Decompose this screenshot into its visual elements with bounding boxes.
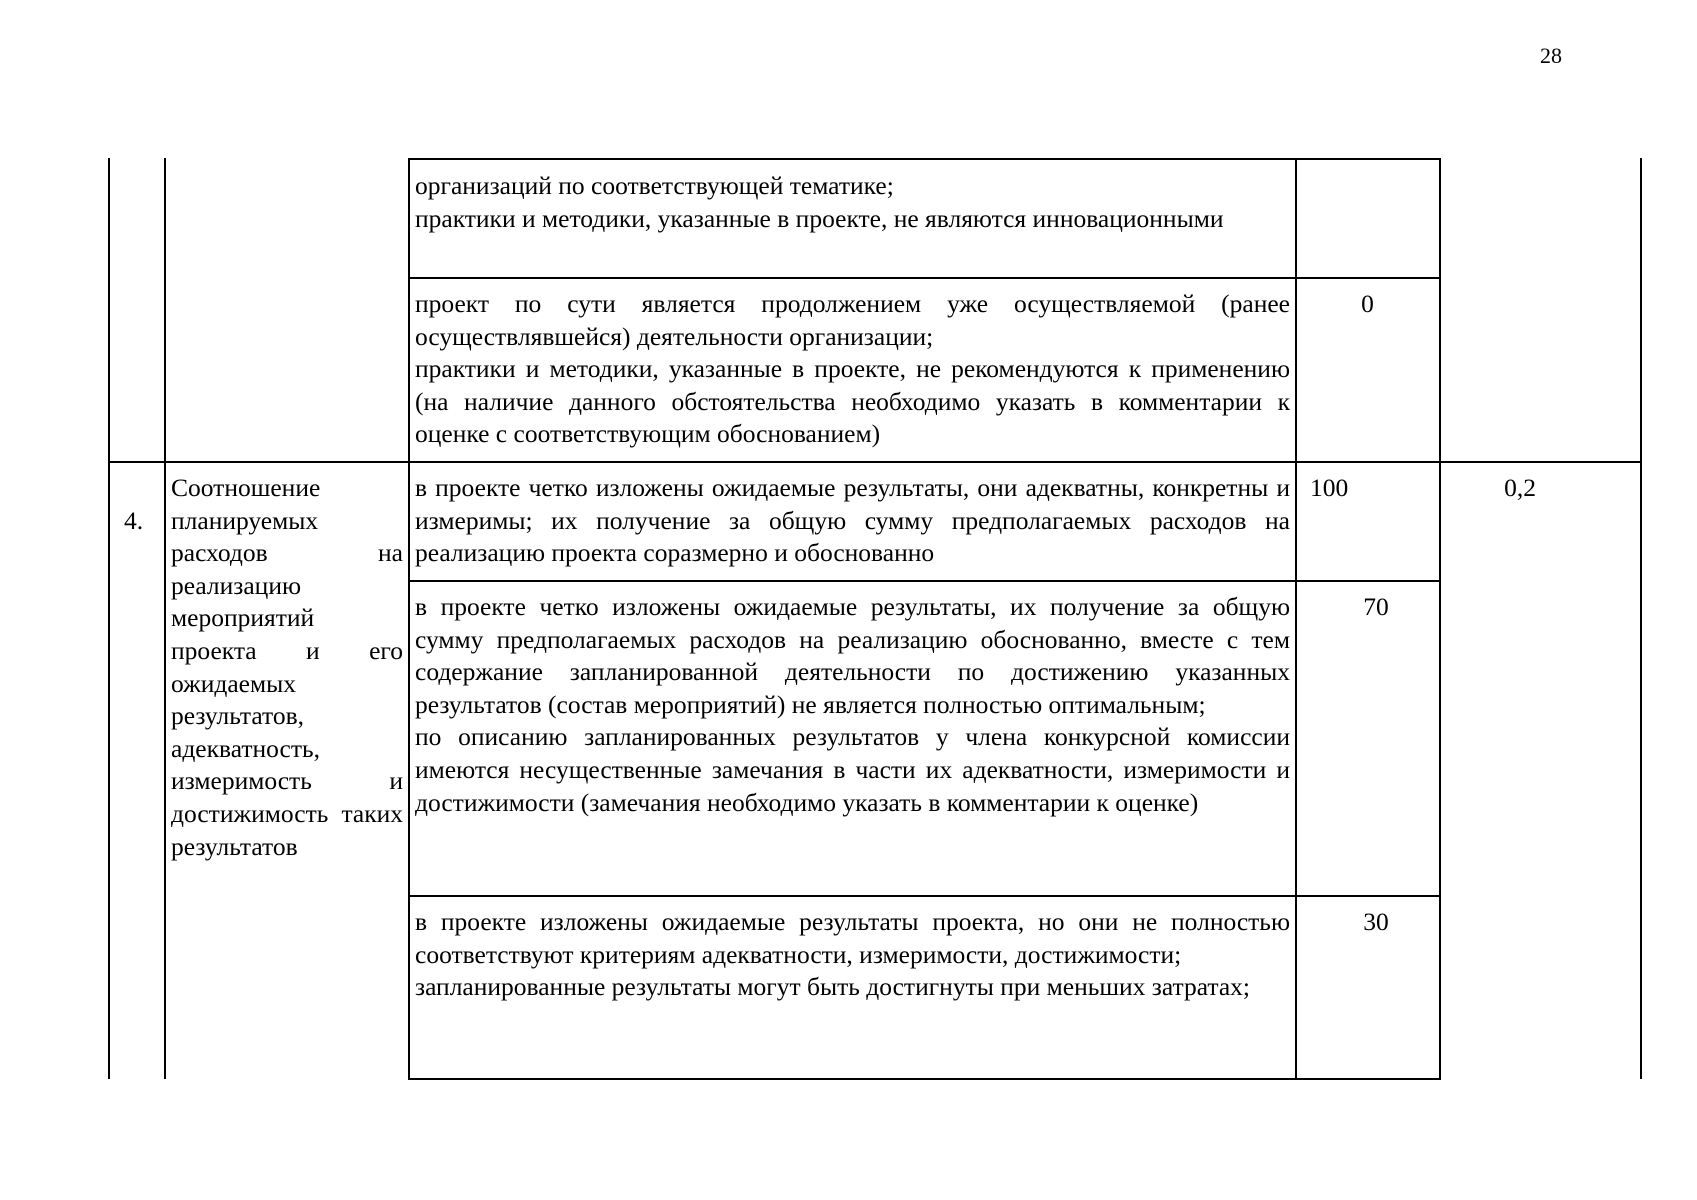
col-divider-description-left [408, 158, 410, 1079]
description-line: практики и методики, указанные в проекте, не являются инновационными [415, 203, 1224, 233]
description-line: по описанию запланированных результатов у члена конкурсной комиссии имеются несущественные замечания в части их адекватности, измеримости и достижимости (замечания необходимо указать в комментарии к оценке) [415, 722, 1290, 817]
description-line: в проекте изложены ожидаемые результаты проекта, но они не полностью соответствуют критериям адекватности, измеримости, достижимости; [415, 907, 1290, 969]
row-divider [408, 895, 1441, 897]
table-border-left [108, 158, 110, 1079]
description-cell [415, 170, 1290, 235]
row-bottom-border [408, 1078, 1441, 1080]
row-divider [408, 580, 1441, 582]
description-line: практики и методики, указанные в проекте, не рекомендуются к применению (на наличие данного обстоятельства необходимо указать в комментарии к оценке с соответствующим обоснованием) [415, 354, 1290, 449]
weight-cell: 0,2 [1504, 473, 1536, 502]
description-line: в проекте четко изложены ожидаемые результаты, их получение за общую сумму предполагаемых расходов на реализацию обоснованно, вместе с тем содержание запланированной деятельности по достижению указанных результатов (состав мероприятий) не является полностью оптимальным; [415, 592, 1290, 719]
score-cell: 30 [1363, 907, 1389, 936]
score-cell: 100 [1310, 473, 1349, 502]
score-cell: 0 [1361, 289, 1374, 318]
description-line: запланированные результаты могут быть достигнуты при меньших затратах; [415, 972, 1250, 1002]
description-cell [415, 906, 1290, 1004]
col-divider-number [164, 158, 166, 1079]
description-cell [415, 288, 1290, 451]
row-divider-criterion [108, 461, 1642, 463]
description-line: в проекте четко изложены ожидаемые результаты, они адекватны, конкретны и измеримы; их получение за общую сумму предполагаемых расходов на реализацию проекта соразмерно и обоснованно [415, 473, 1290, 568]
row-divider [408, 277, 1441, 279]
page-number: 28 [1540, 43, 1562, 68]
description-cell [415, 591, 1290, 819]
table-border-right [1640, 158, 1642, 1079]
description-line: организаций по соответствующей тематике; [415, 171, 894, 200]
criterion-name: Соотношение планируемых расходов на реализацию мероприятий проекта и его ожидаемых результатов, адекватность, измеримость и достижимость таких результатов [171, 473, 403, 861]
description-cell [415, 472, 1290, 570]
criterion-number: 4. [124, 506, 144, 535]
score-cell: 70 [1363, 592, 1389, 621]
row-top-border [408, 158, 1441, 160]
description-line: проект по сути является продолжением уже осуществляемой (ранее осуществлявшейся) деятельности организации; [415, 289, 1290, 351]
